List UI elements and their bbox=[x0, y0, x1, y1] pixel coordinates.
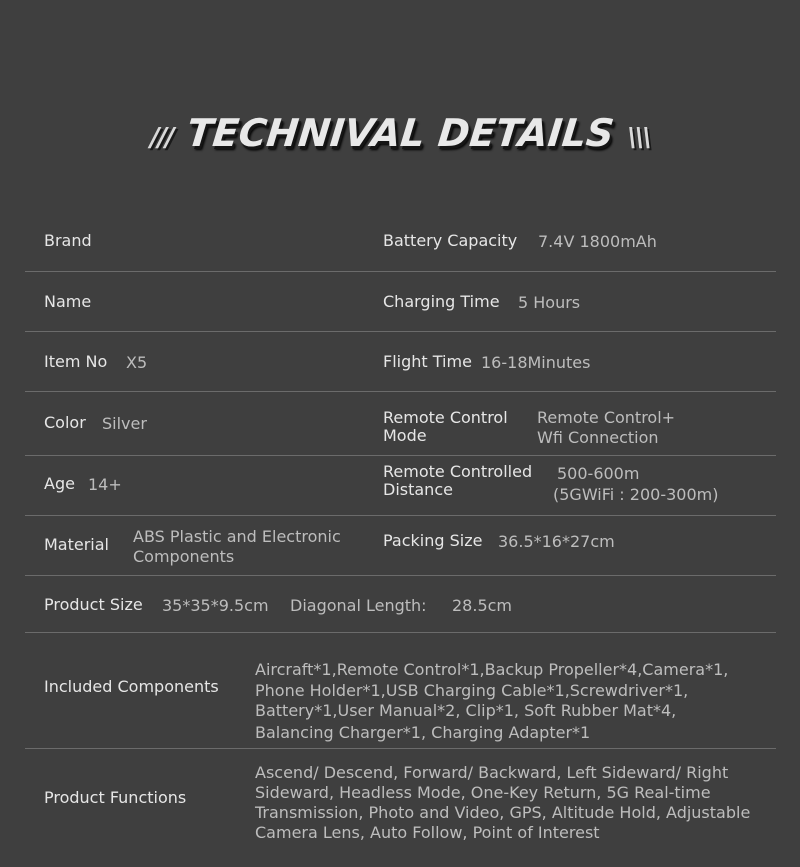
distance-value-2: (5GWiFi : 200-300m) bbox=[553, 485, 719, 504]
included-label: Included Components bbox=[44, 677, 219, 696]
age-value: 14+ bbox=[88, 475, 122, 494]
brand-label: Brand bbox=[44, 231, 92, 250]
charging-label: Charging Time bbox=[383, 292, 500, 311]
product-size-label: Product Size bbox=[44, 595, 143, 614]
material-value-1: ABS Plastic and Electronic bbox=[133, 527, 341, 546]
functions-label: Product Functions bbox=[44, 788, 187, 807]
functions-line-1: Ascend/ Descend, Forward/ Backward, Left Sideward/ Right bbox=[255, 763, 729, 782]
packing-label: Packing Size bbox=[383, 531, 483, 550]
item-value: X5 bbox=[126, 353, 148, 372]
included-line-1: Aircraft*1,Remote Control*1,Backup Propeller*4,Camera*1, bbox=[255, 660, 729, 679]
functions-line-2: Sideward, Headless Mode, One-Key Return, 5G Real-time bbox=[255, 783, 711, 802]
remote-mode-label-1: Remote Control bbox=[383, 408, 508, 427]
distance-label-2: Distance bbox=[383, 480, 453, 499]
packing-value: 36.5*16*27cm bbox=[498, 532, 615, 551]
flight-label: Flight Time bbox=[383, 352, 472, 371]
remote-mode-label-2: Mode bbox=[383, 426, 427, 445]
distance-label-1: Remote Controlled bbox=[383, 462, 533, 481]
battery-label: Battery Capacity bbox=[383, 231, 518, 250]
title-banner bbox=[0, 108, 800, 158]
functions-line-4: Camera Lens, Auto Follow, Point of Interest bbox=[255, 823, 600, 842]
color-label: Color bbox=[44, 413, 86, 432]
remote-mode-value-1: Remote Control+ bbox=[537, 408, 676, 427]
remote-mode-value-2: Wfi Connection bbox=[537, 428, 659, 447]
name-label: Name bbox=[44, 292, 92, 311]
product-size-value: 35*35*9.5cm bbox=[162, 596, 269, 615]
title-right-ornament: \\\ bbox=[627, 123, 650, 153]
functions-line-3: Transmission, Photo and Video, GPS, Altitude Hold, Adjustable bbox=[255, 803, 751, 822]
included-line-4: Balancing Charger*1, Charging Adapter*1 bbox=[255, 723, 591, 742]
diagonal-value: 28.5cm bbox=[452, 596, 513, 615]
page-title: TECHNIVAL DETAILS bbox=[184, 111, 616, 155]
distance-value-1: 500-600m bbox=[557, 464, 640, 483]
included-line-2: Phone Holder*1,USB Charging Cable*1,Screwdriver*1, bbox=[255, 681, 689, 700]
charging-value: 5 Hours bbox=[518, 293, 581, 312]
material-label: Material bbox=[44, 535, 109, 554]
material-value-2: Components bbox=[133, 547, 235, 566]
title-left-ornament: /// bbox=[150, 123, 173, 153]
item-label: Item No bbox=[44, 352, 108, 371]
color-value: Silver bbox=[102, 414, 147, 433]
diagonal-label: Diagonal Length: bbox=[290, 596, 427, 615]
age-label: Age bbox=[44, 474, 75, 493]
included-line-3: Battery*1,User Manual*2, Clip*1, Soft Rubber Mat*4, bbox=[255, 701, 677, 720]
battery-value: 7.4V 1800mAh bbox=[538, 232, 657, 251]
flight-value: 16-18Minutes bbox=[481, 353, 591, 372]
